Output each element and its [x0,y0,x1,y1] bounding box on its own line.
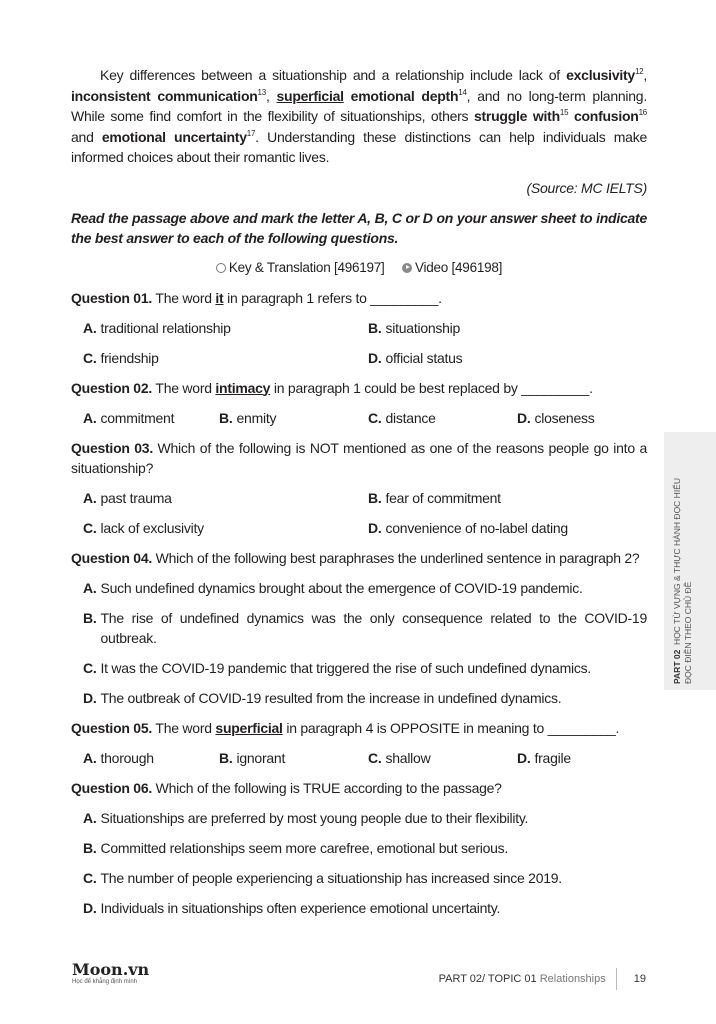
answer-option[interactable] [83,488,368,508]
option-text: ignorant [236,749,286,766]
video-link[interactable] [402,260,502,275]
answer-option[interactable] [368,488,647,508]
option-letter: A. [83,409,97,426]
sidetab-line2: ĐỌC ĐIỀN THEO CHỦ ĐỀ [683,581,693,684]
text-segment: Which of the following is NOT mentioned as one of the reasons people go into [152,439,635,456]
answer-option[interactable] [83,868,647,888]
answer-option[interactable] [517,408,647,428]
option-text-wrap [101,898,648,918]
text-segment: Which of the following best paraphrases the underlined sentence in paragraph 2? [152,549,640,566]
option-text: fear of commitment [385,489,501,506]
key-translation-label: Key & Translation [496197] [228,259,385,275]
option-letter: C. [368,749,382,766]
keyword: Question 01. [71,289,153,306]
answer-option[interactable] [368,518,647,538]
keyword: Question 06. [71,779,153,796]
option-letter: A. [83,749,97,766]
page-number: 19 [633,973,646,985]
clock-icon [216,263,226,273]
question-stem [71,288,647,308]
footnote-number: 17 [246,128,256,138]
text-segment: The word [152,719,216,736]
keyword: Question 05. [71,719,153,736]
question-3 [71,438,647,538]
question-4 [71,548,647,708]
questions [71,288,647,918]
answer-option[interactable] [517,748,647,768]
option-text: official status [385,349,463,366]
play-icon [402,263,412,273]
answer-option[interactable] [83,748,219,768]
answer-option[interactable] [83,578,647,598]
option-text-wrap [101,488,369,508]
answer-option[interactable] [219,408,368,428]
side-tab [664,432,716,690]
text-segment: Which of the following is TRUE according to the passage? [152,779,502,796]
keyword: Question 02. [71,379,153,396]
option-text-wrap [101,688,648,708]
text-segment [344,88,351,104]
answer-option[interactable] [368,318,647,338]
keyword: emotional depth [350,87,459,104]
passage [71,65,647,168]
text-segment: in paragraph 4 is OPPOSITE in meaning to _________. [282,719,620,736]
option-text-wrap [101,808,648,828]
option-text: enmity [236,409,277,426]
resource-links [71,258,647,278]
answer-options [71,578,647,708]
option-text-wrap [101,518,369,538]
answer-option[interactable] [83,348,368,368]
question-stem [71,548,647,568]
question-stem [71,778,647,798]
answer-option[interactable] [83,658,647,678]
option-text-cont: outbreak. [100,629,157,646]
option-text: traditional relationship [100,319,231,336]
logo-slogan: Học để khẳng định mình [72,979,138,985]
sidetab-line1: HỌC TỪ VỰNG & THỰC HÀNH ĐỌC HIỂU [672,478,682,645]
option-letter: C. [83,869,97,886]
option-letter: B. [368,489,382,506]
answer-options [71,318,647,368]
option-text-wrap [386,318,648,338]
footer-divider [616,968,617,990]
option-letter: D. [517,749,531,766]
footnote-number: 12 [634,67,644,76]
option-text: The outbreak of COVID-19 resulted from the increase in undefined dynamics. [100,689,562,706]
text-segment: in paragraph 1 could be best replaced by _________. [270,379,593,396]
option-text-wrap [101,348,369,368]
option-text: friendship [100,349,159,366]
answer-option[interactable] [368,408,517,428]
answer-options [71,408,647,428]
answer-options [71,748,647,768]
option-text: It was the COVID-19 pandemic that triggered the rise of such undefined dynamics. [100,659,591,676]
keyword: it [215,289,224,306]
option-text-wrap [101,408,220,428]
question-1 [71,288,647,368]
option-text-wrap [101,748,220,768]
option-text: The number of people experiencing a situationship has increased since 2019. [100,869,562,886]
option-letter: A. [83,489,97,506]
option-letter: D. [83,899,97,916]
text-segment: . Understanding these distinctions can help individuals make [255,128,647,145]
option-text-wrap [535,408,648,428]
answer-option[interactable] [83,808,647,828]
option-letter: A. [83,319,97,336]
question-stem [71,438,647,478]
question-2 [71,378,647,428]
footer [439,968,646,990]
footnote-number: 13 [257,87,266,97]
question-stem [71,718,647,738]
keyword: Question 04. [71,549,153,566]
footnote-number: 15 [559,108,569,117]
logo-text: Moon.vn [72,960,150,979]
option-letter: B. [368,319,382,336]
option-text-wrap [101,318,369,338]
content-column [71,65,647,918]
answer-option[interactable] [83,898,647,918]
text-segment: , [643,67,647,83]
instruction [71,208,647,248]
keyword: intimacy [215,379,271,396]
sidetab-part: PART 02 [672,649,682,684]
moon-logo [72,960,149,985]
text-segment: , [265,87,277,104]
option-text: convenience of no-label dating [385,519,568,536]
answer-option[interactable] [219,748,368,768]
keyword: exclusivity [566,67,635,83]
option-text: situationship [385,319,461,336]
key-translation-link[interactable] [216,260,385,275]
option-letter: C. [83,519,97,536]
instruction-line-2: the best answer to each of the following questions. [71,229,399,246]
answer-options [71,488,647,538]
option-letter: C. [83,659,97,676]
option-letter: C. [368,409,382,426]
option-letter: D. [83,689,97,706]
option-text: fragile [534,749,571,766]
text-segment: , and no long-term planning. [466,87,647,104]
option-text: Committed relationships seem more carefree, emotional but serious. [100,839,509,856]
footnote-number: 14 [458,87,467,97]
answer-option[interactable] [83,838,647,858]
option-letter: A. [83,579,97,596]
video-label: Video [496198] [415,259,503,275]
option-text-wrap [101,868,648,888]
text-segment: a situationship? [71,439,647,476]
text-segment: informed choices about their romantic lives. [71,149,330,165]
keyword: Question 03. [71,439,153,456]
option-letter: B. [83,609,97,626]
question-5 [71,718,647,768]
option-letter: D. [368,349,382,366]
option-text: commitment [100,409,175,426]
option-letter: D. [517,409,531,426]
option-text-wrap [386,408,518,428]
option-text: shallow [385,749,431,766]
keyword: inconsistent communication [71,87,258,104]
keyword: superficial [276,87,344,104]
answer-option[interactable] [83,318,368,338]
option-letter: D. [368,519,382,536]
question-6 [71,778,647,918]
option-text: lack of exclusivity [100,519,204,536]
option-letter: B. [219,749,233,766]
footer-part: PART 02/ TOPIC 01 [438,973,537,985]
option-text: past trauma [100,489,172,506]
answer-option[interactable] [83,608,647,648]
answer-option[interactable] [83,518,368,538]
option-text: Individuals in situationships often experience emotional uncertainty. [100,899,501,916]
answer-option[interactable] [83,688,647,708]
footnote-number: 16 [638,108,647,117]
source-citation: (Source: MC IELTS) [526,179,647,196]
option-letter: B. [83,839,97,856]
text-segment: The word [152,289,216,306]
option-text-wrap [101,578,648,598]
text-segment: and [71,128,102,145]
text-segment: Key differences between a situationship and a relationship include lack of [100,67,567,83]
answer-options [71,808,647,918]
option-text-wrap [386,748,518,768]
option-text-wrap [535,748,648,768]
option-text-wrap [386,488,648,508]
option-text-wrap [237,408,369,428]
answer-option[interactable] [368,348,647,368]
keyword: struggle with [473,108,560,124]
option-text-wrap [101,838,648,858]
keyword: emotional uncertainty [101,128,247,145]
option-text: closeness [534,409,595,426]
keyword: superficial [215,719,283,736]
option-text-wrap [101,658,648,678]
option-text-wrap [101,608,648,648]
option-letter: A. [83,809,97,826]
option-text: thorough [100,749,154,766]
option-letter: C. [83,349,97,366]
option-text-wrap [386,518,648,538]
option-text: Situationships are preferred by most young people due to their flexibility. [100,809,529,826]
text-segment: The word [152,379,216,396]
footer-topic: Relationships [539,973,606,985]
option-text-wrap [237,748,369,768]
option-letter: B. [219,409,233,426]
text-segment: in paragraph 1 refers to _________. [223,289,442,306]
option-text-wrap [386,348,648,368]
answer-option[interactable] [83,408,219,428]
instruction-line-1: Read the passage above and mark the letter A, B, C or D on your answer sheet to indicate [71,209,647,226]
option-text: distance [385,409,436,426]
keyword: confusion [573,108,639,124]
question-stem [71,378,647,398]
answer-option[interactable] [368,748,517,768]
option-text: The rise of undefined dynamics was the only consequence related to the COVID-19 [100,609,647,626]
option-text: Such undefined dynamics brought about the emergence of COVID-19 pandemic. [100,579,583,596]
text-segment: While some find comfort in the flexibility of situationships, others [71,108,474,124]
